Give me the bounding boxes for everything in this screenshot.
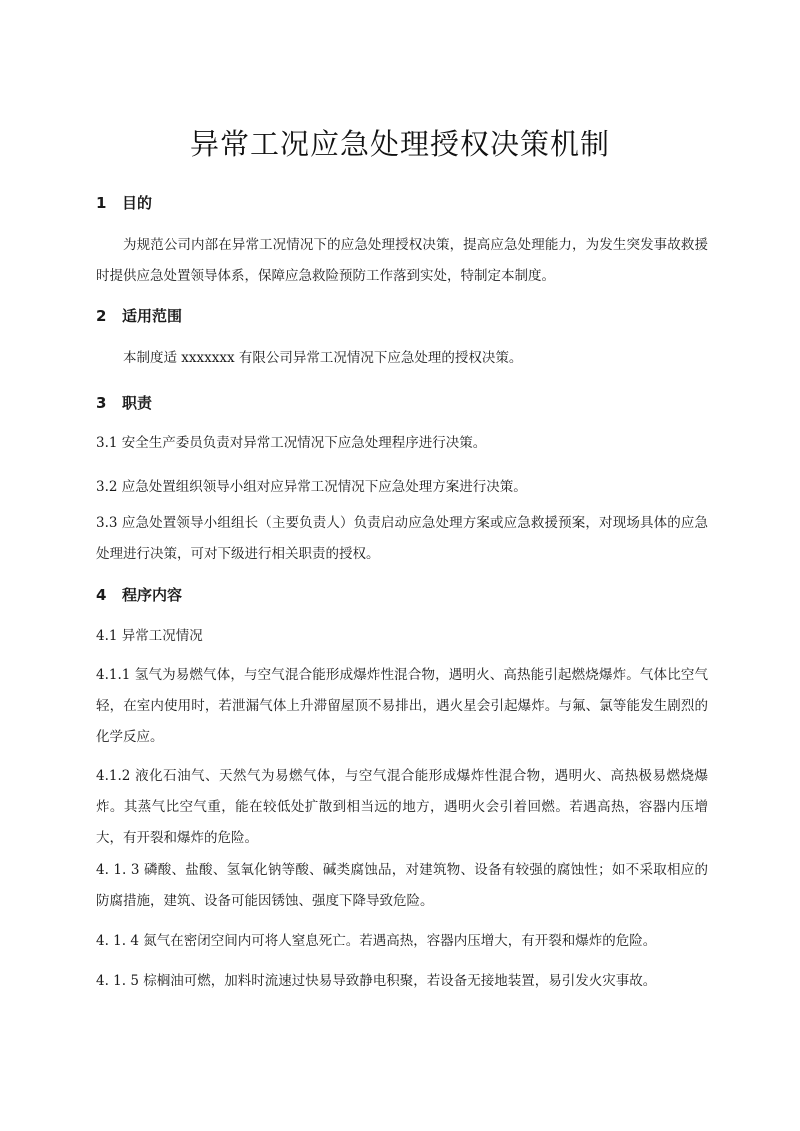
section-number: 2 [96,307,107,325]
section-2-paragraph: 本制度适 xxxxxxx 有限公司异常工况情况下应急处理的授权决策。 [123,350,523,366]
clause-4-1-4: 4. 1. 4 氮气在密闭空间内可将人窒息死亡。若遇高热，容器内压增大，有开裂和爆炸的危险。 [96,933,657,949]
section-number: 4 [96,586,107,604]
section-title: 目的 [122,194,153,212]
clause-3-2: 3.2 应急处置组织领导小组对应异常工况情况下应急处理方案进行决策。 [96,479,527,495]
section-3-heading [96,393,708,413]
clause-3-3: 3.3 应急处置领导小组组长（主要负责人）负责启动应急处理方案或应急救援预案，对现场具体的应急处理进行决策，可对下级进行相关职责的授权。 [96,515,708,562]
clause-4-1-2: 4.1.2 液化石油气、天然气为易燃气体，与空气混合能形成爆炸性混合物，遇明火、高热极易燃烧爆炸。其蒸气比空气重，能在较低处扩散到相当远的地方，遇明火会引着回燃。若遇高热，容器内压增大，有开裂和爆炸的危险。 [96,768,708,846]
section-4-heading [96,585,708,605]
section-2-heading [96,306,708,326]
section-1-paragraph: 为规范公司内部在异常工况情况下的应急处理授权决策，提高应急处理能力，为发生突发事故救援时提供应急处置领导体系，保障应急救险预防工作落到实处，特制定本制度。 [96,237,708,284]
clause-3-1: 3.1 安全生产委员负责对异常工况情况下应急处理程序进行决策。 [96,435,487,451]
section-number: 1 [96,194,107,212]
section-title: 程序内容 [122,586,183,604]
clause-4-1: 4.1 异常工况情况 [96,628,203,644]
clause-4-1-1: 4.1.1 氢气为易燃气体，与空气混合能形成爆炸性混合物，遇明火、高热能引起燃烧爆炸。气体比空气轻，在室内使用时，若泄漏气体上升滞留屋顶不易排出，遇火星会引起爆炸。与氟、氯等能发生剧烈的化学反应。 [96,667,708,745]
clause-4-1-5: 4. 1. 5 棕榈油可燃，加料时流速过快易导致静电积聚，若设备无接地装置，易引发火灾事故。 [96,973,657,989]
section-1-heading [96,193,708,213]
clause-4-1-3: 4. 1. 3 磷酸、盐酸、氢氧化钠等酸、碱类腐蚀品，对建筑物、设备有较强的腐蚀性；如不采取相应的防腐措施，建筑、设备可能因锈蚀、强度下降导致危险。 [96,862,708,909]
section-title: 职责 [122,394,153,412]
section-title: 适用范围 [122,307,183,325]
document-title: 异常工况应急处理授权决策机制 [189,127,610,161]
section-number: 3 [96,394,107,412]
